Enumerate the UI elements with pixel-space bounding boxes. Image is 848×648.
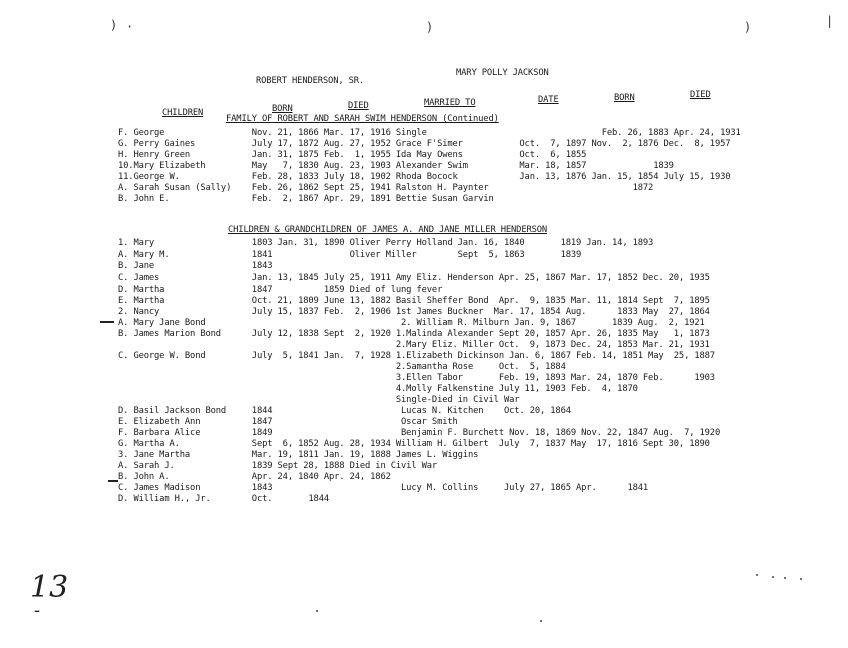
col-married-to: MARRIED TO (424, 98, 476, 108)
record-row: 4.Molly Falkenstine July 11, 1903 Feb. 4, 1870 (118, 384, 638, 394)
father-name: ROBERT HENDERSON, SR. (256, 76, 365, 86)
record-row: 1. Mary 1803 Jan. 31, 1890 Oliver Perry Holland Jan. 16, 1840 1819 Jan. 14, 1893 (118, 238, 654, 248)
scan-mark: - (34, 600, 41, 621)
arrow-mark (108, 480, 118, 482)
col-born: BORN (272, 104, 293, 114)
col-born-spouse: BORN (614, 93, 635, 103)
col-date: DATE (538, 95, 559, 105)
record-row: 3. Jane Martha Mar. 19, 1811 Jan. 19, 1888 James L. Wiggins (118, 450, 479, 460)
col-children: CHILDREN (162, 108, 204, 118)
arrow-mark (100, 321, 114, 323)
col-died: DIED (348, 101, 369, 111)
record-row: C. James Jan. 13, 1845 July 25, 1911 Amy Eliz. Henderson Apr. 25, 1867 Mar. 17, 1852 Dec. 20, 1935 (118, 273, 710, 283)
record-row: 2.Samantha Rose Oct. 5, 1884 (118, 362, 566, 372)
record-row: A. Sarah Susan (Sally) Feb. 26, 1862 Sept 25, 1941 Ralston H. Paynter 1872 (118, 183, 654, 193)
record-row: B. Jane 1843 (118, 261, 273, 271)
scan-mark: ) (744, 20, 752, 34)
record-row: F. George Nov. 21, 1866 Mar. 17, 1916 Single Feb. 26, 1883 Apr. 24, 1931 (118, 128, 741, 138)
scan-speck (540, 620, 542, 622)
section-heading-1: FAMILY OF ROBERT AND SARAH SWIM HENDERSON (Continued) (226, 114, 499, 124)
record-row: A. Mary M. 1841 Oliver Miller Sept 5, 1863 1839 (118, 250, 582, 260)
scan-mark: | (826, 14, 834, 28)
record-row: C. James Madison 1843 Lucy M. Collins July 27, 1865 Apr. 1841 (118, 483, 649, 493)
scan-mark: · (126, 20, 134, 34)
record-row: G. Martha A. Sept 6, 1852 Aug. 28, 1934 William H. Gilbert July 7, 1837 May 17, 1816 Sept 30, 1890 (118, 439, 710, 449)
section-heading-2: CHILDREN & GRANDCHILDREN OF JAMES A. AND JANE MILLER HENDERSON (228, 225, 548, 235)
record-row: D. William H., Jr. Oct. 1844 (118, 494, 329, 504)
scan-speck (756, 574, 758, 576)
record-row: 3.Ellen Tabor Feb. 19, 1893 Mar. 24, 1870 Feb. 1903 (118, 373, 715, 383)
scan-mark: ) (426, 20, 434, 34)
record-row: D. Basil Jackson Bond 1844 Lucas N. Kitchen Oct. 20, 1864 (118, 406, 571, 416)
record-row: E. Elizabeth Ann 1847 Oscar Smith (118, 417, 458, 427)
record-row: E. Martha Oct. 21, 1809 June 13, 1882 Basil Sheffer Bond Apr. 9, 1835 Mar. 11, 1814 Sept 7, 1895 (118, 296, 710, 306)
record-row: D. Martha 1847 1859 Died of lung fever (118, 285, 443, 295)
record-row: A. Sarah J. 1839 Sept 28, 1888 Died in Civil War (118, 461, 438, 471)
scan-speck (784, 577, 786, 579)
record-row: 10.Mary Elizabeth May 7, 1830 Aug. 23, 1903 Alexander Swim Mar. 18, 1857 1839 (118, 161, 674, 171)
scan-mark: ) (110, 18, 118, 32)
mother-name: MARY POLLY JACKSON (456, 68, 549, 78)
record-row: 2. Nancy July 15, 1837 Feb. 2, 1906 1st James Buckner Mar. 17, 1854 Aug. 1833 May 27, 1864 (118, 307, 710, 317)
record-row: 11.George W. Feb. 28, 1833 July 18, 1902 Rhoda Bocock Jan. 13, 1876 Jan. 15, 1854 July 15, 1930 (118, 172, 731, 182)
col-died-spouse: DIED (690, 90, 711, 100)
scan-speck (772, 576, 774, 578)
record-row: C. George W. Bond July 5, 1841 Jan. 7, 1928 1.Elizabeth Dickinson Jan. 6, 1867 Feb. 14, 1851 May 25, 1887 (118, 351, 715, 361)
scan-speck (316, 610, 318, 612)
record-row: Single-Died in Civil War (118, 395, 520, 405)
record-row: B. James Marion Bond July 12, 1838 Sept 2, 1920 1.Malinda Alexander Sept 20, 1857 Apr. 26, 1835 May 1, 1873 (118, 329, 710, 339)
record-row: 2.Mary Eliz. Miller Oct. 9, 1873 Dec. 24, 1853 Mar. 21, 1931 (118, 340, 710, 350)
scan-speck (800, 578, 802, 580)
record-row: A. Mary Jane Bond 2. William R. Milburn Jan. 9, 1867 1839 Aug. 2, 1921 (118, 318, 705, 328)
page-number: 13 (30, 570, 69, 605)
record-row: G. Perry Gaines July 17, 1872 Aug. 27, 1952 Grace F'Simer Oct. 7, 1897 Nov. 2, 1876 Dec. 8, 1957 (118, 139, 731, 149)
record-row: F. Barbara Alice 1849 Benjamin F. Burchett Nov. 18, 1869 Nov. 22, 1847 Aug. 7, 1920 (118, 428, 721, 438)
record-row: B. John E. Feb. 2, 1867 Apr. 29, 1891 Bettie Susan Garvin (118, 194, 494, 204)
record-row: B. John A. Apr. 24, 1840 Apr. 24, 1862 (118, 472, 391, 482)
record-row: H. Henry Green Jan. 31, 1875 Feb. 1, 1955 Ida May Owens Oct. 6, 1855 (118, 150, 587, 160)
